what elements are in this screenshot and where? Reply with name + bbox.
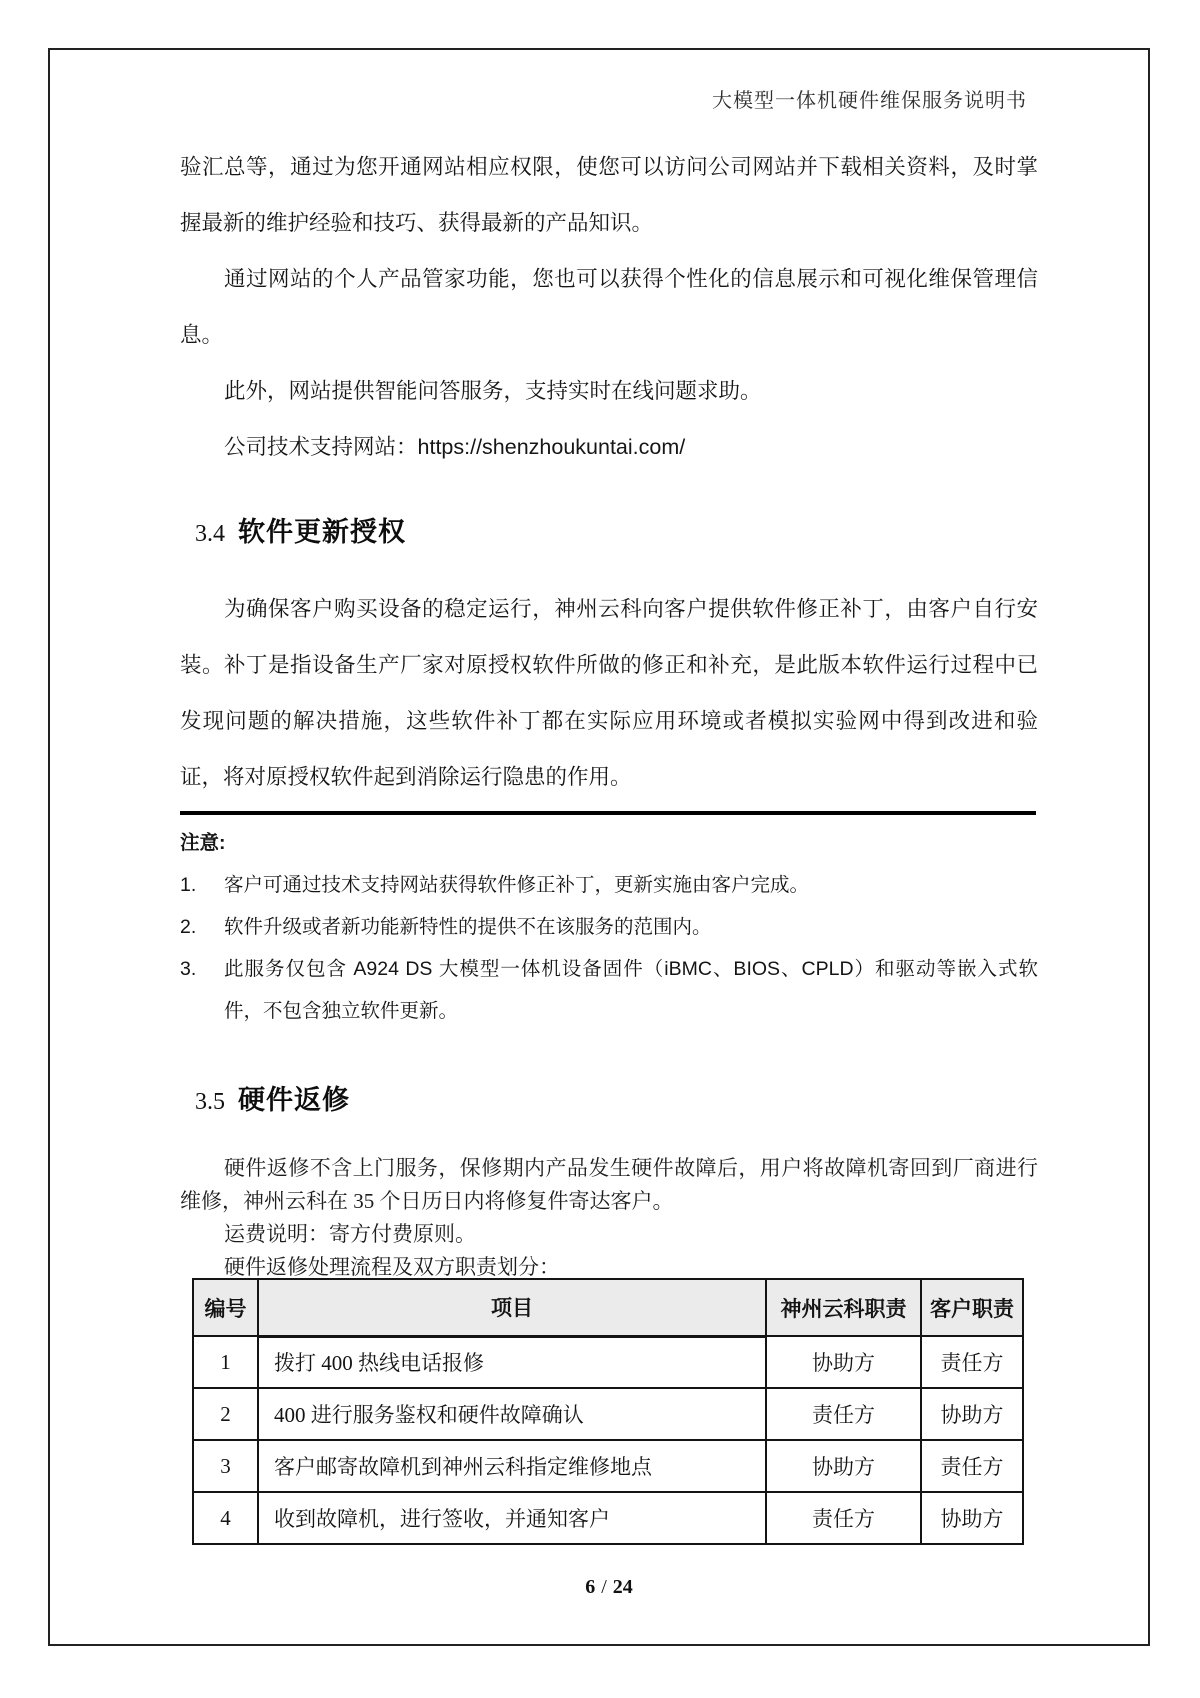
table-header-row — [193, 1279, 1023, 1336]
table-row — [193, 1388, 1023, 1440]
section-title-software-update: 软件更新授权 — [238, 517, 406, 547]
notice-item-3-number: 3. — [180, 958, 197, 980]
row-2-number: 2 — [193, 1388, 258, 1440]
row-1-number: 1 — [193, 1336, 258, 1388]
section-title-hardware-return: 硬件返修 — [238, 1085, 350, 1115]
row-3-item: 客户邮寄故障机到神州云科指定维修地点 — [258, 1440, 766, 1492]
notice-item-3 — [180, 948, 1038, 1032]
section-heading-3-4 — [180, 510, 1038, 549]
row-4-number: 4 — [193, 1492, 258, 1544]
section-number-3-4: 3.4 — [195, 521, 225, 547]
page-footer — [180, 1576, 1038, 1599]
row-4-item: 收到故障机，进行签收，并通知客户 — [258, 1492, 766, 1544]
intro-section — [180, 139, 1038, 475]
paragraph-shipping-cost: 运费说明：寄方付费原则。 — [224, 1222, 476, 1246]
notice-label: 注意: — [180, 832, 226, 854]
row-3-number: 3 — [193, 1440, 258, 1492]
table-header-item: 项目 — [258, 1279, 766, 1336]
notice-item-2-number: 2. — [180, 916, 197, 938]
paragraph-software-patch: 为确保客户购买设备的稳定运行，神州云科向客户提供软件修正补丁，由客户自行安装。补丁是指设备生产厂家对原授权软件所做的修正和补充，是此版本软件运行过程中已发现问题的解决措施，这些软件补丁都在实际应用环境或者模拟实验网中得到改进和验证，将对原授权软件起到消除运行隐患的作用。 — [180, 597, 1038, 789]
page-number-separator: / — [601, 1576, 607, 1598]
section-number-3-5: 3.5 — [195, 1089, 225, 1115]
notice-item-1 — [180, 864, 1038, 906]
section-heading-3-5 — [180, 1078, 1038, 1117]
table-row — [193, 1336, 1023, 1388]
notice-item-1-text: 客户可通过技术支持网站获得软件修正补丁，更新实施由客户完成。 — [224, 874, 810, 896]
notice-block — [180, 822, 1038, 1032]
table-header-szyk-duty: 神州云科职责 — [766, 1279, 921, 1336]
page-number-current: 6 — [585, 1576, 596, 1598]
page-header-title: 大模型一体机硬件维保服务说明书 — [712, 90, 1027, 112]
paragraph-smart-qa: 此外，网站提供智能问答服务，支持实时在线问题求助。 — [224, 379, 762, 403]
page-number-total: 24 — [612, 1576, 633, 1598]
support-website-label: 公司技术支持网站： — [224, 435, 418, 459]
row-3-szyk-duty: 协助方 — [766, 1440, 921, 1492]
section-3-5-body — [180, 1152, 1038, 1284]
table-header-customer-duty: 客户职责 — [921, 1279, 1023, 1336]
paragraph-product-steward: 通过网站的个人产品管家功能，您也可以获得个性化的信息展示和可视化维保管理信息。 — [180, 267, 1038, 347]
table-row — [193, 1492, 1023, 1544]
row-1-customer-duty: 责任方 — [921, 1336, 1023, 1388]
paragraph-website-access: 验汇总等，通过为您开通网站相应权限，使您可以访问公司网站并下载相关资料，及时掌握最新的维护经验和技巧、获得最新的产品知识。 — [180, 155, 1038, 235]
table-row — [193, 1440, 1023, 1492]
row-2-szyk-duty: 责任方 — [766, 1388, 921, 1440]
paragraph-table-intro: 硬件返修处理流程及双方职责划分： — [224, 1255, 560, 1279]
responsibility-table — [192, 1278, 1024, 1545]
notice-item-2-text: 软件升级或者新功能新特性的提供不在该服务的范围内。 — [224, 916, 712, 938]
section-3-4-body — [180, 581, 1038, 805]
notice-item-1-number: 1. — [180, 874, 197, 896]
table-header-number: 编号 — [193, 1279, 258, 1336]
notice-item-3-text: 此服务仅包含 A924 DS 大模型一体机设备固件（iBMC、BIOS、CPLD）和驱动等嵌入式软件，不包含独立软件更新。 — [224, 958, 1038, 1022]
paragraph-support-website — [180, 419, 1038, 475]
row-2-item: 400 进行服务鉴权和硬件故障确认 — [258, 1388, 766, 1440]
row-4-szyk-duty: 责任方 — [766, 1492, 921, 1544]
row-2-customer-duty: 协助方 — [921, 1388, 1023, 1440]
row-4-customer-duty: 协助方 — [921, 1492, 1023, 1544]
support-website-url: https://shenzhoukuntai.com/ — [417, 435, 686, 459]
row-3-customer-duty: 责任方 — [921, 1440, 1023, 1492]
notice-item-2 — [180, 906, 1038, 948]
row-1-szyk-duty: 协助方 — [766, 1336, 921, 1388]
paragraph-return-repair: 硬件返修不含上门服务，保修期内产品发生硬件故障后，用户将故障机寄回到厂商进行维修，神州云科在 35 个日历日内将修复件寄达客户。 — [180, 1156, 1038, 1213]
row-1-item: 拨打 400 热线电话报修 — [258, 1336, 766, 1388]
notice-divider — [180, 811, 1036, 815]
